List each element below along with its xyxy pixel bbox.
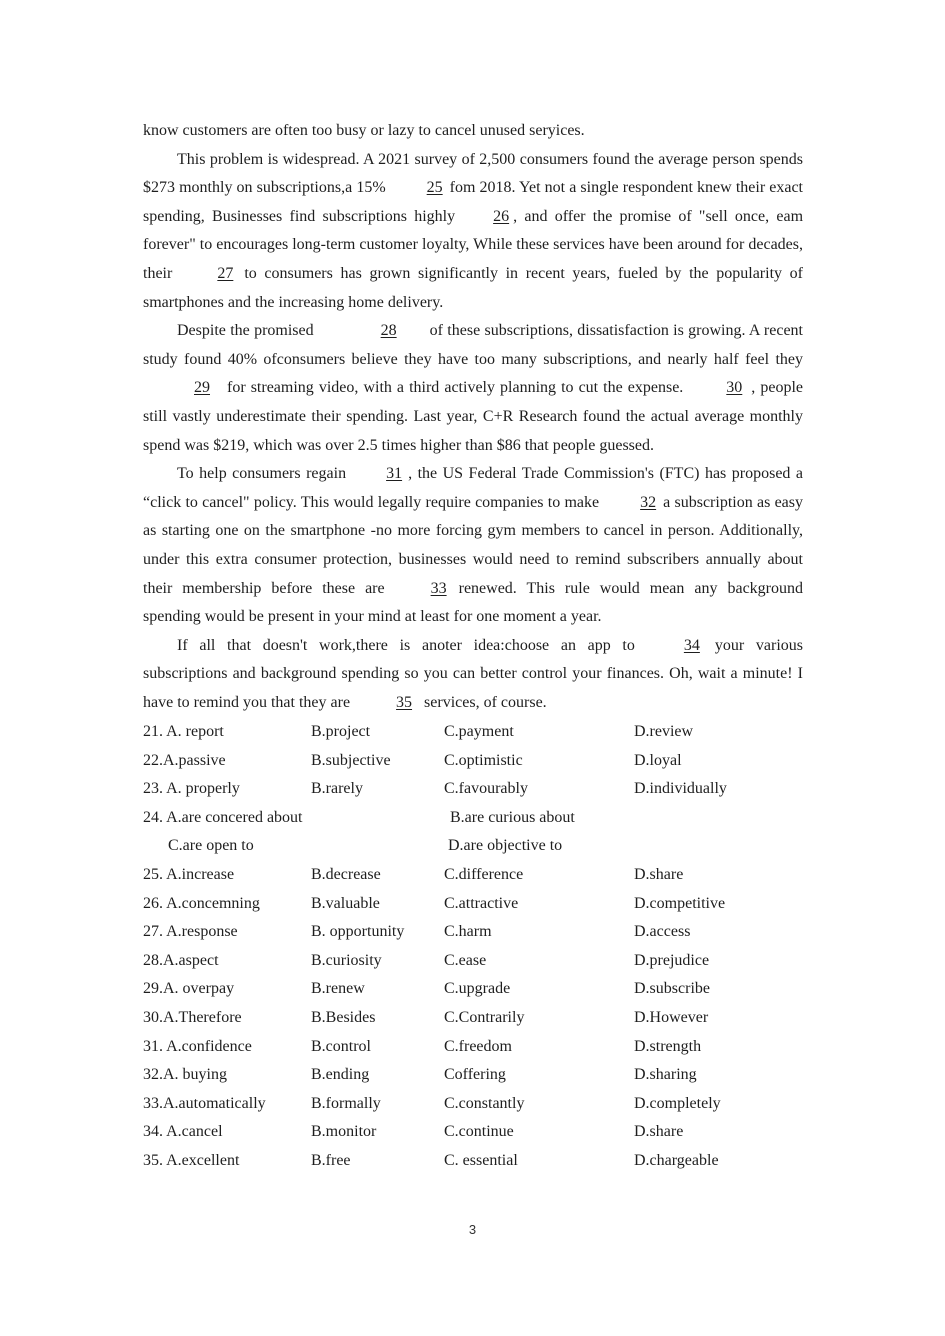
option-c: Coffering bbox=[444, 1066, 506, 1084]
blank-27: 27 bbox=[217, 264, 234, 282]
paragraph-text: a subscription as easy as starting one on the smartphone -no more forcing gym members to cancel in person. Additionally, under this extra consumer protection, businesses would need to remind subscribers annually about their membership before these are bbox=[143, 493, 803, 597]
option-b: B.control bbox=[311, 1037, 371, 1055]
option-c: C.continue bbox=[444, 1123, 514, 1141]
option-c: C.freedom bbox=[444, 1037, 512, 1055]
option-c: C.optimistic bbox=[444, 751, 523, 769]
option-b: B.rarely bbox=[311, 780, 363, 798]
option-c: C.favourably bbox=[444, 780, 528, 798]
question-22-options bbox=[143, 747, 803, 776]
option-b: B.decrease bbox=[311, 865, 381, 883]
paragraph-intro-tail bbox=[143, 117, 803, 146]
option-a: 26. A.concemning bbox=[143, 894, 260, 912]
paragraph-problem bbox=[143, 146, 803, 318]
option-d: D.loyal bbox=[634, 751, 682, 769]
option-a: 23. A. properly bbox=[143, 780, 240, 798]
option-b: B.valuable bbox=[311, 894, 380, 912]
option-a: 30.A.Therefore bbox=[143, 1008, 242, 1026]
question-32-options bbox=[143, 1061, 803, 1090]
option-a: 32.A. buying bbox=[143, 1066, 227, 1084]
question-29-options bbox=[143, 975, 803, 1004]
option-a: 29.A. overpay bbox=[143, 980, 235, 998]
paragraph-text: To help consumers regain bbox=[177, 465, 347, 483]
paragraph-text: services, of course. bbox=[424, 693, 547, 711]
option-a: 27. A.response bbox=[143, 923, 238, 941]
option-b: B. opportunity bbox=[311, 923, 405, 941]
paragraph-text: , people still vastly underestimate their spending. Last year, C+R Research found the actual average monthly spend was $219, which was over 2.5 times higher than $86 that people guessed. bbox=[143, 379, 803, 454]
option-b: B.renew bbox=[311, 980, 365, 998]
blank-26: 26 bbox=[493, 207, 510, 225]
option-c: C.difference bbox=[444, 865, 524, 883]
paragraph-text: fom 2018. Yet not a single respondent knew their exact spending, Businesses find subscriptions highly bbox=[143, 179, 804, 225]
paragraph-text: for streaming video, with a third actively planning to cut the expense. bbox=[227, 379, 684, 397]
blank-32: 32 bbox=[640, 493, 657, 511]
question-21-options bbox=[143, 718, 803, 747]
option-b: B.curiosity bbox=[311, 951, 382, 969]
question-26-options bbox=[143, 890, 803, 919]
option-d: D.individually bbox=[634, 780, 727, 798]
option-c: C.ease bbox=[444, 951, 487, 969]
paragraph-app-idea bbox=[143, 632, 803, 718]
paragraph-text: If all that doesn't work,there is anoter idea:choose an app to bbox=[177, 636, 635, 654]
paragraph-text: This problem is widespread. A 2021 survey of 2,500 consumers found the average person spends $273 monthly on subscriptions,a 15% bbox=[143, 150, 803, 197]
question-34-options bbox=[143, 1118, 803, 1147]
cloze-passage bbox=[143, 117, 803, 717]
option-a: 22.A.passive bbox=[143, 751, 226, 769]
blank-29: 29 bbox=[194, 379, 210, 397]
option-a: 21. A. report bbox=[143, 723, 224, 740]
option-b: B.Besides bbox=[311, 1008, 376, 1026]
question-25-options bbox=[143, 861, 803, 890]
option-c: C. essential bbox=[444, 1151, 518, 1169]
option-c: C.are open to bbox=[168, 837, 254, 855]
option-b: B.monitor bbox=[311, 1123, 377, 1141]
option-b: B.free bbox=[311, 1151, 351, 1169]
option-c: C.constantly bbox=[444, 1094, 525, 1112]
option-a: 28.A.aspect bbox=[143, 951, 219, 969]
blank-33: 33 bbox=[430, 579, 447, 597]
paragraph-text: your various subscriptions and background spending so you can better control your finances. Oh, wait a minute! I have to remind you that they are bbox=[143, 636, 803, 711]
option-c: C.payment bbox=[444, 723, 514, 740]
option-b: B.formally bbox=[311, 1094, 381, 1112]
option-d: D.completely bbox=[634, 1094, 721, 1112]
option-a: 25. A.increase bbox=[143, 865, 235, 883]
paragraph-text: renewed. This rule would mean any background spending would be present in your mind at least for one moment a year. bbox=[143, 579, 803, 626]
option-c: C.upgrade bbox=[444, 980, 511, 998]
option-d: D.are objective to bbox=[448, 837, 563, 855]
blank-35: 35 bbox=[396, 693, 413, 711]
option-c: C.harm bbox=[444, 923, 492, 941]
blank-34: 34 bbox=[683, 636, 700, 654]
blank-30: 30 bbox=[726, 379, 743, 397]
option-d: D.access bbox=[634, 923, 691, 941]
option-d: D.chargeable bbox=[634, 1151, 719, 1169]
option-c: C.Contrarily bbox=[444, 1008, 525, 1026]
option-a: 35. A.excellent bbox=[143, 1151, 240, 1169]
option-d: D.share bbox=[634, 865, 684, 883]
option-c: C.attractive bbox=[444, 894, 519, 912]
question-27-options bbox=[143, 918, 803, 947]
question-31-options bbox=[143, 1033, 803, 1062]
paragraph-text: know customers are often too busy or lazy to cancel unused seryices. bbox=[143, 122, 585, 139]
option-d: D.review bbox=[634, 723, 694, 740]
option-d: D.strength bbox=[634, 1037, 702, 1055]
paragraph-ftc bbox=[143, 460, 803, 632]
paragraph-text: of these subscriptions, dissatisfaction is growing. A recent study found 40% ofconsumers believe they have too many subscriptions, and nearly half feel they bbox=[143, 322, 804, 368]
option-b: B.project bbox=[311, 723, 371, 740]
blank-25: 25 bbox=[426, 179, 443, 197]
page-number: 3 bbox=[468, 1222, 477, 1237]
question-24-options-cd bbox=[143, 832, 803, 861]
paragraph-text: to consumers has grown significantly in recent years, fueled by the popularity of smartphones and the increasing home delivery. bbox=[143, 264, 803, 311]
option-b: B.are curious about bbox=[450, 808, 575, 826]
question-28-options bbox=[143, 947, 803, 976]
option-b: B.subjective bbox=[311, 751, 391, 769]
option-d: D.competitive bbox=[634, 894, 726, 912]
paragraph-dissatisfaction bbox=[143, 317, 803, 460]
question-33-options bbox=[143, 1090, 803, 1119]
option-a: 34. A.cancel bbox=[143, 1123, 223, 1141]
option-b: B.ending bbox=[311, 1066, 370, 1084]
option-d: D.subscribe bbox=[634, 980, 710, 998]
option-d: D.However bbox=[634, 1008, 709, 1026]
blank-31: 31 bbox=[386, 465, 403, 483]
blank-28: 28 bbox=[380, 322, 397, 340]
option-a: 31. A.confidence bbox=[143, 1037, 252, 1055]
option-a: 24. A.are concered about bbox=[143, 808, 303, 826]
paragraph-text: , the US Federal Trade Commission's (FTC) has proposed a “click to cancel" policy. This would legally require companies to make bbox=[143, 465, 804, 511]
answer-options bbox=[143, 718, 803, 1176]
option-d: D.prejudice bbox=[634, 951, 710, 969]
option-d: D.share bbox=[634, 1123, 684, 1141]
paragraph-text: Despite the promised bbox=[177, 322, 314, 340]
question-23-options bbox=[143, 775, 803, 804]
question-30-options bbox=[143, 1004, 803, 1033]
paragraph-text: , and offer the promise of "sell once, eam forever" to encourages long-term customer loyalty, While these services have been around for decades, their bbox=[143, 207, 804, 282]
question-24-options-ab bbox=[143, 804, 803, 833]
question-35-options bbox=[143, 1147, 803, 1176]
option-a: 33.A.automatically bbox=[143, 1094, 266, 1112]
option-d: D.sharing bbox=[634, 1066, 697, 1084]
